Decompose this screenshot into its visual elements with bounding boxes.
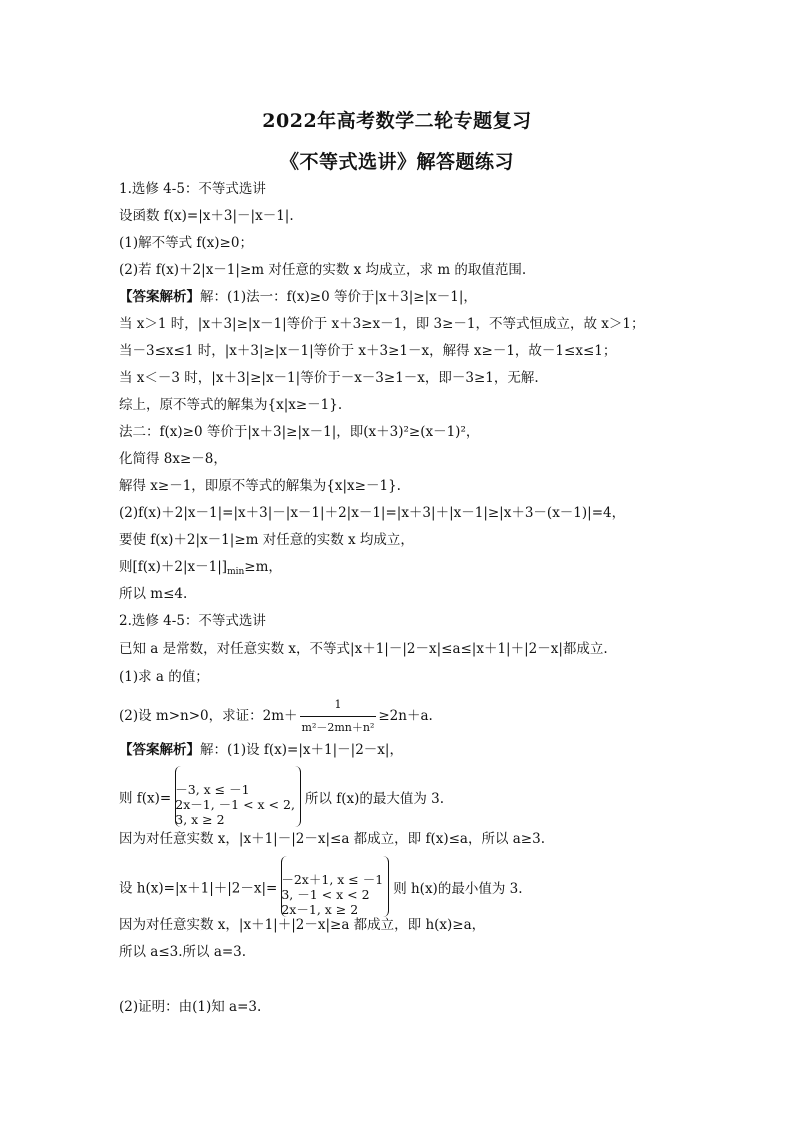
piecewise-h-lead: 设 h(x)=|x＋1|＋|2－x|= [119, 880, 278, 897]
problem-1-heading: 1.选修 4-5：不等式选讲 [119, 181, 266, 197]
problem-1-part-2: (2)若 f(x)＋2|x－1|≥m 对任意的实数 x 均成立，求 m 的取值范围. [119, 262, 527, 278]
solution-2-line-5: 因为对任意实数 x，|x＋1|＋|2－x|≥a 都成立，即 h(x)≥a， [119, 917, 486, 933]
solution-1-line-11 [119, 558, 282, 581]
problem-2-statement: 已知 a 是常数，对任意实数 x，不等式|x＋1|－|2－x|≤a≤|x＋1|＋|2－x|都成立. [119, 641, 608, 657]
piecewise-f [175, 766, 295, 827]
left-brace [175, 766, 182, 827]
problem-1-statement: 设函数 f(x)=|x＋3|－|x－1|. [119, 208, 294, 224]
piecewise-f-lead: 则 f(x)= [119, 790, 172, 807]
piecewise-h-line [119, 856, 523, 917]
piecewise-f-case-3: 3, x ≥ 2 [175, 812, 225, 827]
solution-1-line-8: 解得 x≥－1，即原不等式的解集为{x|x≥－1}. [119, 478, 401, 494]
problem-2-part-1: (1)求 a 的值； [119, 669, 209, 685]
solution-1-line-7: 化简得 8x≥－8， [119, 451, 227, 467]
piecewise-h [281, 856, 383, 917]
solution-1-line-3: 当－3≤x≤1 时，|x＋3|≥|x－1|等价于 x＋3≥1－x，解得 x≥－1，故－1≤x≤1； [119, 343, 617, 359]
answer-label: 【答案解析】 [119, 289, 200, 305]
piecewise-h-case-2: 3, －1 < x < 2 [281, 887, 370, 902]
right-bar [294, 766, 301, 827]
piecewise-h-case-3: 2x－1, x ≥ 2 [281, 902, 359, 917]
min-tail: ≥m， [244, 559, 282, 575]
solution-1-line-5: 综上，原不等式的解集为{x|x≥－1}. [119, 397, 343, 413]
solution-1-line-4: 当 x＜－3 时，|x＋3|≥|x－1|等价于－x－3≥1－x，即－3≥1，无解. [119, 370, 539, 386]
piecewise-f-case-2: 2x－1, －1 < x < 2, [175, 797, 295, 812]
solution-1-line-1 [119, 288, 477, 306]
document-subtitle: 《不等式选讲》解答题练习 [279, 151, 514, 173]
fraction-denominator: m²－2mn＋n² [300, 716, 377, 739]
right-bar [382, 856, 389, 917]
left-brace [281, 856, 288, 917]
solution-2-line-3: 因为对任意实数 x，|x＋1|－|2－x|≤a 都成立，即 f(x)≤a，所以 a≥3. [119, 831, 545, 847]
solution-text: 解：(1)法一：f(x)≥0 等价于|x＋3|≥|x－1|， [200, 289, 477, 305]
solution-1-line-12: 所以 m≤4. [119, 586, 188, 602]
solution-2-line-1 [119, 741, 403, 759]
min-expression: 则[f(x)＋2|x－1|] [119, 559, 228, 575]
solution-1-line-2: 当 x＞1 时，|x＋3|≥|x－1|等价于 x＋3≥x－1，即 3≥－1，不等式恒成立，故 x＞1； [119, 316, 645, 332]
piecewise-h-case-1: －2x＋1, x ≤ －1 [281, 872, 384, 887]
solution-2-part-2: (2)证明：由(1)知 a=3. [119, 999, 262, 1015]
min-subscript: min [227, 567, 245, 577]
document-title: 2022年高考数学二轮专题复习 [262, 110, 532, 132]
solution-1-line-6: 法二：f(x)≥0 等价于|x＋3|≥|x－1|，即(x＋3)²≥(x－1)²， [119, 424, 480, 440]
answer-label: 【答案解析】 [119, 742, 200, 758]
fraction [300, 694, 377, 739]
solution-1-line-9: (2)f(x)＋2|x－1|=|x＋3|－|x－1|＋2|x－1|=|x＋3|＋|x－1|≥|x＋3－(x－1)|=4， [119, 505, 626, 521]
part-2-tail: ≥2n＋a. [378, 708, 433, 724]
piecewise-f-tail: 所以 f(x)的最大值为 3. [304, 790, 445, 807]
piecewise-f-line [119, 766, 444, 827]
solution-1-line-10: 要使 f(x)＋2|x－1|≥m 对任意的实数 x 均成立， [119, 532, 414, 548]
part-2-text: (2)设 m>n>0，求证：2m＋ [119, 708, 298, 724]
piecewise-h-tail: 则 h(x)的最小值为 3. [393, 880, 523, 897]
solution-2-line-6: 所以 a≤3.所以 a=3. [119, 944, 247, 960]
problem-2-part-2 [119, 694, 433, 739]
problem-2-heading: 2.选修 4-5：不等式选讲 [119, 613, 266, 629]
piecewise-f-case-1: －3, x ≤ －1 [175, 782, 250, 797]
problem-1-part-1: (1)解不等式 f(x)≥0； [119, 235, 253, 251]
solution-text: 解：(1)设 f(x)=|x＋1|－|2－x|， [200, 742, 403, 758]
fraction-numerator: 1 [334, 698, 342, 711]
